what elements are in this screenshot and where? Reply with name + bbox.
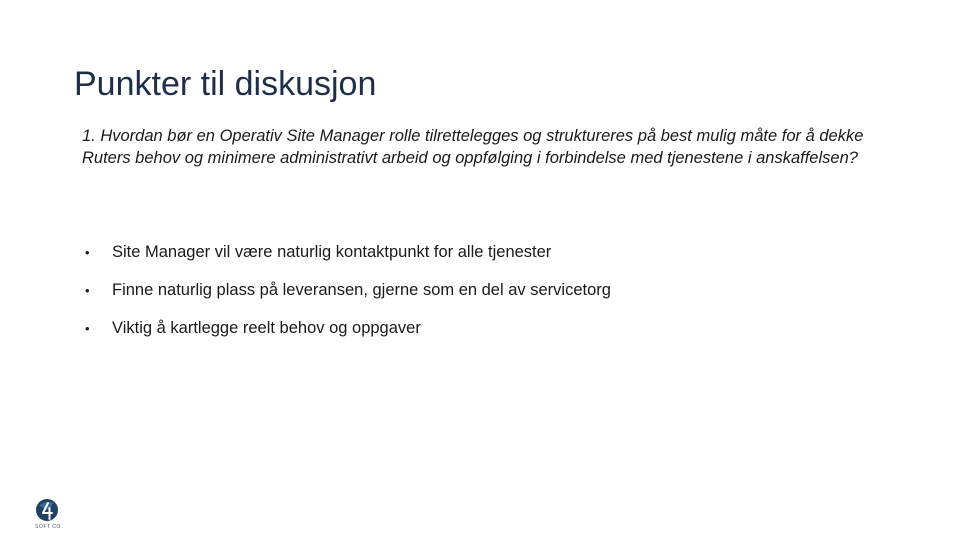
bullet-text: Finne naturlig plass på leveransen, gjerne som en del av servicetorg [112, 281, 611, 299]
bullet-item [82, 319, 611, 357]
bullet-text: Viktig å kartlegge reelt behov og oppgaver [112, 319, 421, 337]
bullet-text: Site Manager vil være naturlig kontaktpunkt for alle tjenester [112, 243, 552, 261]
company-logo-icon [32, 497, 64, 524]
discussion-question: 1. Hvordan bør en Operativ Site Manager rolle tilrettelegges og struktureres på best mulig måte for å dekke Ruters behov og minimere administrativt arbeid og oppfølging i forbindelse med tjenestene i anskaffelsen? [82, 127, 864, 167]
bullet-item [82, 281, 611, 319]
bullet-list [82, 243, 611, 357]
logo-text: SOFT CO [35, 524, 61, 530]
bullet-marker: • [85, 283, 90, 298]
bullet-marker: • [85, 321, 90, 336]
bullet-marker: • [85, 245, 90, 260]
company-logo [32, 497, 64, 535]
bullet-item [82, 243, 611, 281]
slide-title: Punkter til diskusjon [74, 65, 377, 103]
